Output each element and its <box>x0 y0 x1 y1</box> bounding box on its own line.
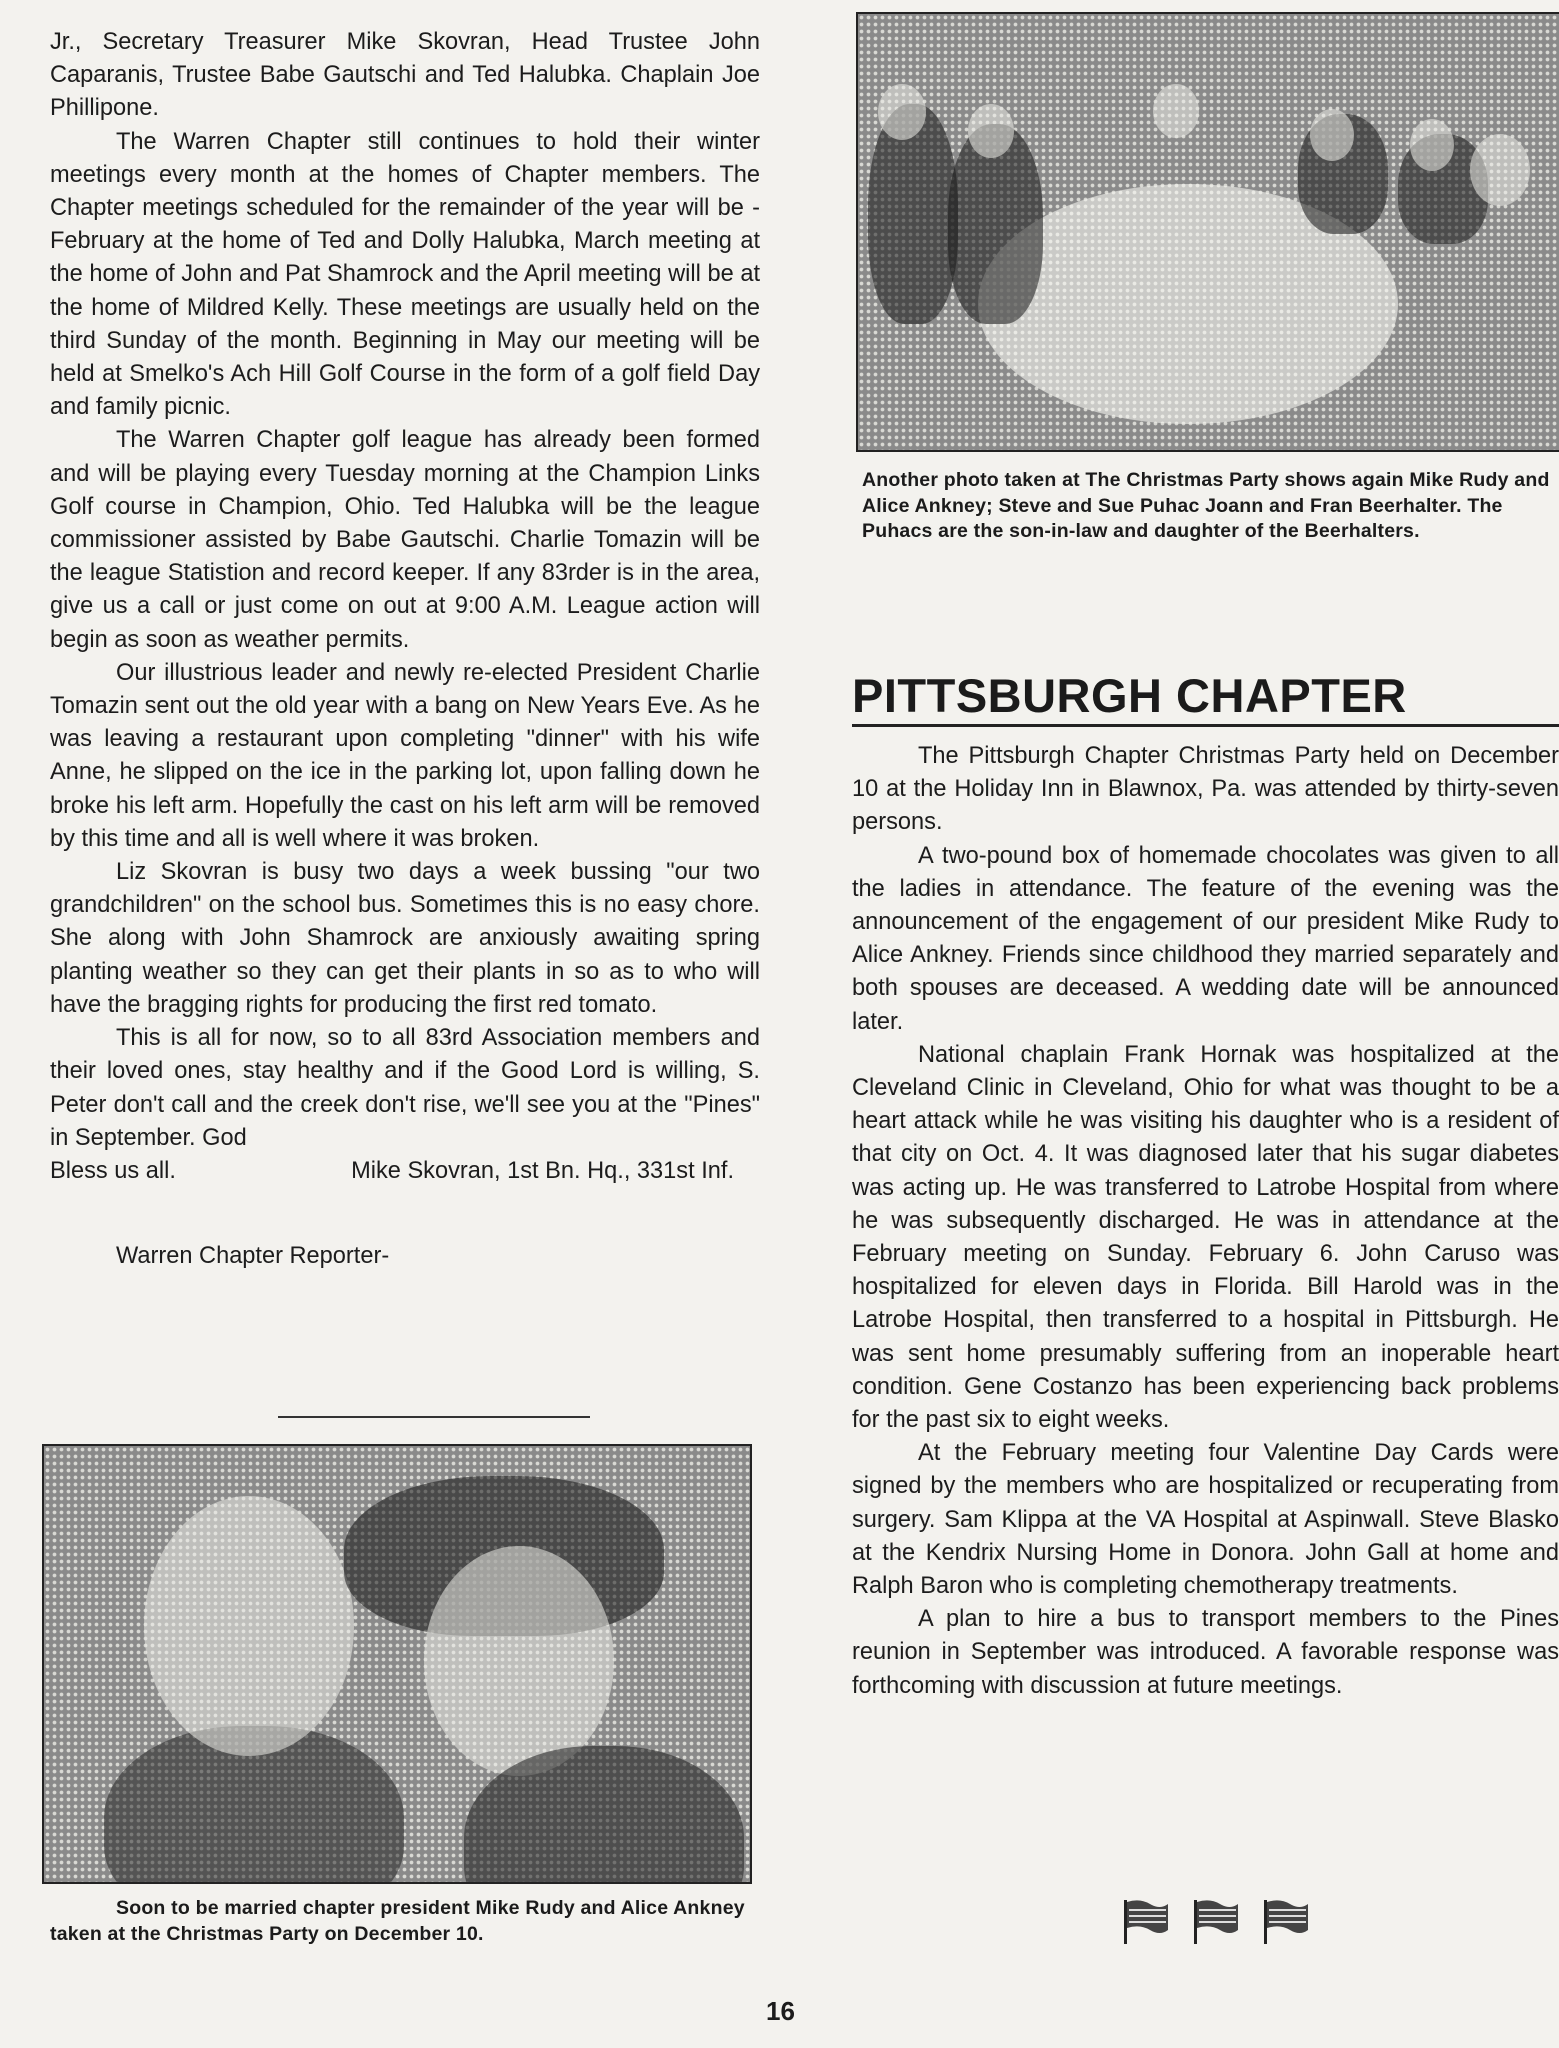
author-signature: Mike Skovran, 1st Bn. Hq., 331st Inf. <box>351 1157 734 1184</box>
reporter-credit: Warren Chapter Reporter- <box>116 1243 390 1270</box>
article-paragraph: The Warren Chapter golf league has already been formed and will be playing every Tuesday morning at the Champion Links Golf course in Champion, Ohio. Ted Halubka will be the league commissioner assisted by Babe Gautschi. Charlie Tomazin will be the league Statistion and record keeper. If any 83rder is in the area, give us a call or just come on out at 9:00 A.M. League action will begin as soon as weather permits. <box>50 427 760 653</box>
article-paragraph: Our illustrious leader and newly re-elected President Charlie Tomazin sent out the old year with a bang on New Years Eve. As he was leaving a restaurant upon completing "dinner" with his wife Anne, he slipped on the ice in the parking lot, upon falling down he broke his left arm. Hopefully the cast on his left arm will be removed by this time and all is well where it was broken. <box>50 659 760 852</box>
person-face <box>144 1496 354 1756</box>
person-silhouette <box>868 104 958 324</box>
person-face <box>1153 84 1199 138</box>
article-paragraph: The Pittsburgh Chapter Christmas Party held on December 10 at the Holiday Inn in Blawnox, Pa. was attended by thirty-seven persons. <box>852 743 1559 836</box>
bottom-photo-caption: Soon to be married chapter president Mike Rudy and Alice Ankney taken at the Christmas Party on December 10. <box>50 1897 745 1945</box>
article-paragraph: A two-pound box of homemade chocolates was given to all the ladies in attendance. The feature of the evening was the announcement of the engagement of our president Mike Rudy to Alice Ankney. Friends since childhood they married separately and both spouses are deceased. A wedding date will be announced later. <box>852 842 1559 1035</box>
article-paragraph: The Warren Chapter still continues to hold their winter meetings every month at the homes of Chapter members. The Chapter meetings scheduled for the remainder of the year will be - February at the home of Ted and Dolly Halubka, March meeting at the home of John and Pat Shamrock and the April meeting will be at the home of Mildred Kelly. These meetings are usually held on the third Sunday of the month. Beginning in May our meeting will be held at Smelko's Ach Hill Golf Course in the form of a golf field Day and family picnic. <box>50 128 760 421</box>
page-number: 16 <box>766 1996 795 2026</box>
pittsburgh-chapter-article <box>852 740 1559 1703</box>
flag-icon <box>1264 1900 1308 1944</box>
person-face <box>878 84 926 140</box>
flags-decoration <box>1120 1896 1320 1946</box>
person-face <box>1410 119 1454 171</box>
person-face <box>1470 134 1530 206</box>
christmas-party-table-photo <box>856 12 1559 452</box>
signature-line <box>50 1155 760 1188</box>
article-paragraph: At the February meeting four Valentine Day Cards were signed by the members who are hospitalized or recuperating from surgery. Sam Klippa at the VA Hospital at Aspinwall. Steve Blasko at the Kendrix Nursing Home in Donora. John Gall at home and Ralph Baron who is completing chemotherapy treatments. <box>852 1440 1559 1600</box>
warren-chapter-article <box>50 26 760 1273</box>
section-heading: PITTSBURGH CHAPTER <box>852 668 1559 727</box>
article-paragraph: Liz Skovran is busy two days a week bussing "our two grandchildren" on the school bus. Sometimes this is no easy chore. She along with John Shamrock are anxiously awaiting spring planting weather so they can get their plants in so as to who will have the bragging rights for producing the first red tomato. <box>50 859 760 1018</box>
person-face <box>1310 109 1354 161</box>
article-paragraph: This is all for now, so to all 83rd Association members and their loved ones, stay healthy and if the Good Lord is willing, S. Peter don't call and the creek don't rise, we'll see you at the "Pines" in September. God <box>50 1025 760 1151</box>
person-face <box>424 1546 614 1776</box>
section-divider <box>278 1416 590 1418</box>
flag-icon <box>1124 1900 1168 1944</box>
top-photo-caption: Another photo taken at The Christmas Party shows again Mike Rudy and Alice Ankney; Steve and Sue Puhac Joann and Fran Beerhalter. The Puhacs are the son-in-law and daughter of the Beerhalters. <box>862 469 1550 542</box>
article-paragraph: A plan to hire a bus to transport members to the Pines reunion in September was introduced. A favorable response was forthcoming with discussion at future meetings. <box>852 1606 1559 1699</box>
article-paragraph: National chaplain Frank Hornak was hospitalized at the Cleveland Clinic in Cleveland, Ohio for what was thought to be a heart attack while he was visiting his daughter who is a resident of that city on Oct. 4. It was diagnosed later that his sugar diabetes was acting up. He was transferred to Latrobe Hospital from where he was subsequently discharged. He was in attendance at the February meeting on Sunday. February 6. John Caruso was hospitalized for eleven days in Florida. Bill Harold was in the Latrobe Hospital, then transferred to a hospital in Pittsburgh. He was sent home presumably suffering from an inoperable heart condition. Gene Costanzo has been experiencing back problems for the past six to eight weeks. <box>852 1041 1559 1434</box>
couple-portrait-photo <box>42 1444 752 1884</box>
person-face <box>968 104 1014 158</box>
article-paragraph: Jr., Secretary Treasurer Mike Skovran, Head Trustee John Caparanis, Trustee Babe Gautschi and Ted Halubka. Chaplain Joe Phillipone. <box>50 29 760 122</box>
closing-blessing: Bless us all. <box>50 1157 176 1184</box>
flag-icon <box>1194 1900 1238 1944</box>
